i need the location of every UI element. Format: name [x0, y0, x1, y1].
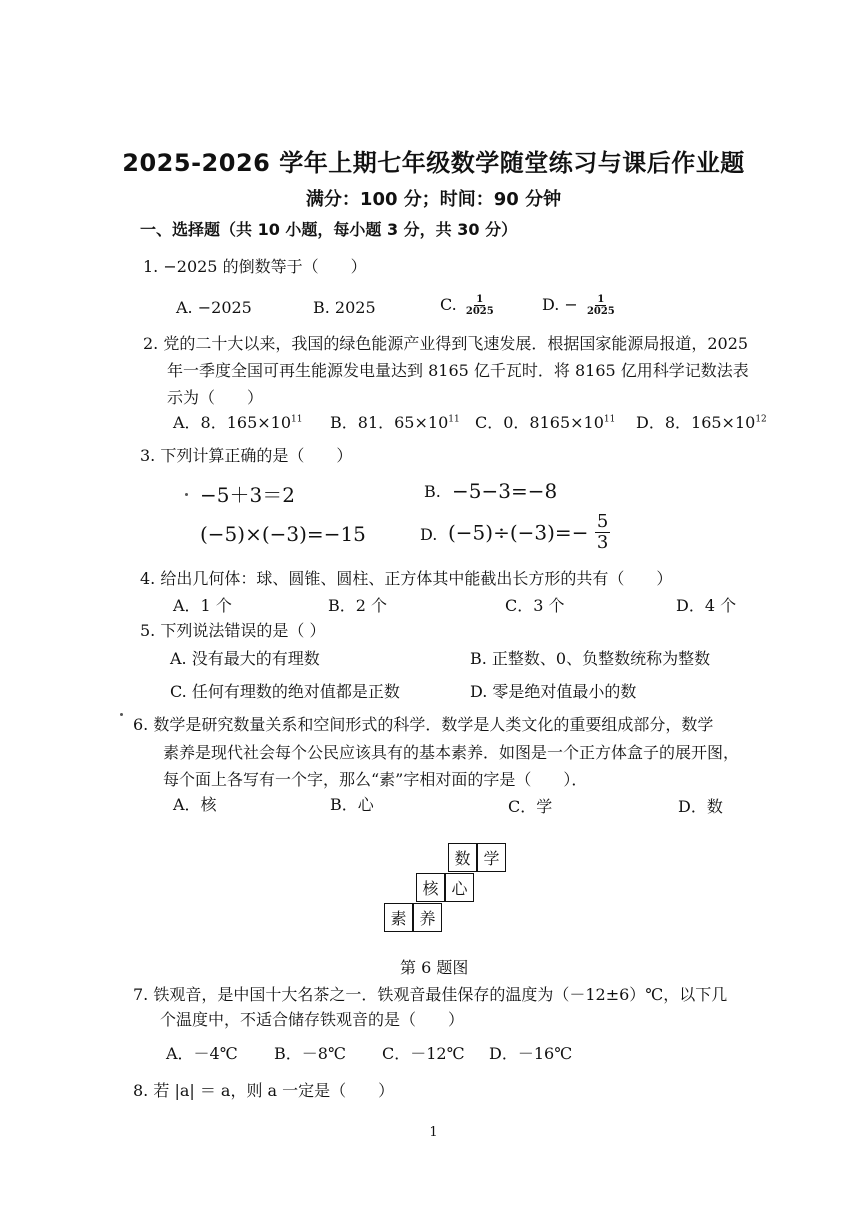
- question-3-option-b-label: B.: [424, 482, 441, 501]
- option-text: D．8．165×10: [636, 413, 756, 432]
- question-2-option-c: [475, 410, 615, 433]
- expression: (−5)÷(−3)=−: [448, 520, 589, 545]
- section-heading: 一、选择题（共 10 小题，每小题 3 分，共 30 分）: [140, 220, 518, 239]
- question-5-option-d: D. 零是绝对值最小的数: [470, 682, 637, 701]
- fraction-numerator: 1: [476, 294, 484, 305]
- question-3-option-d-label: D.: [420, 525, 438, 544]
- fraction-denominator: 2025: [465, 306, 494, 317]
- exponent: 11: [603, 414, 616, 425]
- question-2-option-a: [173, 410, 303, 433]
- question-7-option-b: B．－8℃: [274, 1044, 346, 1063]
- question-5-option-c: C. 任何有理数的绝对值都是正数: [170, 682, 400, 701]
- question-3-option-d: [448, 512, 610, 553]
- scan-speck: [120, 713, 123, 716]
- question-2-line-2: 年一季度全国可再生能源发电量达到 8165 亿千瓦时．将 8165 亿用科学记数法表: [167, 361, 749, 380]
- exponent: 11: [448, 414, 460, 425]
- question-2-line-1: 2. 党的二十大以来，我国的绿色能源产业得到飞速发展．根据国家能源局报道，2025: [143, 334, 749, 353]
- question-1-option-b: B. 2025: [313, 298, 376, 317]
- question-5-option-b: B. 正整数、0、负整数统称为整数: [470, 649, 711, 668]
- question-5-stem: 5. 下列说法错误的是（ ）: [140, 621, 326, 640]
- question-3-option-c: (−5)×(−3)=−15: [200, 522, 366, 546]
- question-7-line-2: 个温度中，不适合储存铁观音的是（ ）: [160, 1010, 465, 1029]
- fraction-denominator: 2025: [586, 306, 615, 317]
- fraction-denominator: 3: [596, 531, 609, 553]
- question-5-option-a: A. 没有最大的有理数: [170, 649, 320, 668]
- question-8-stem: 8. 若 |a| ＝ a，则 a 一定是（ ）: [133, 1081, 395, 1100]
- question-3-option-a: −5＋3＝2: [200, 483, 295, 507]
- question-4-option-b: B．2 个: [328, 596, 388, 615]
- question-7-option-d: D．－16℃: [489, 1044, 573, 1063]
- fraction: [587, 294, 615, 317]
- question-7-option-c: C．－12℃: [382, 1044, 465, 1063]
- question-1-option-a: A. −2025: [176, 298, 252, 317]
- question-3-stem: 3. 下列计算正确的是（ ）: [140, 446, 353, 465]
- exponent: 11: [291, 414, 303, 425]
- question-6-option-b: B．心: [330, 795, 374, 814]
- option-c-label: C.: [440, 295, 457, 314]
- question-4-option-a: A．1 个: [173, 596, 232, 615]
- page-title: 2025-2026 学年上期七年级数学随堂练习与课后作业题: [122, 149, 745, 177]
- net-cell: 数: [448, 843, 477, 872]
- net-cell: 养: [413, 903, 442, 932]
- question-1-stem: 1. −2025 的倒数等于（ ）: [143, 257, 367, 276]
- question-4-option-d: D．4 个: [676, 596, 737, 615]
- question-3-option-b: −5−3=−8: [452, 479, 558, 503]
- question-6-option-d: D．数: [678, 797, 723, 816]
- option-text: C．0．8165×10: [475, 413, 604, 432]
- fraction: [595, 512, 610, 553]
- question-7-option-a: A．－4℃: [166, 1044, 238, 1063]
- question-6-option-a: A．核: [173, 795, 217, 814]
- option-text: A．8．165×10: [173, 413, 292, 432]
- question-2-option-b: [330, 410, 460, 433]
- page-subtitle: 满分：100 分；时间：90 分钟: [305, 189, 562, 210]
- question-6-option-c: C．学: [508, 797, 553, 816]
- question-1-option-d: [542, 294, 615, 317]
- question-4-stem: 4. 给出几何体：球、圆锥、圆柱、正方体其中能截出长方形的共有（ ）: [140, 569, 673, 588]
- question-4-option-c: C．3 个: [505, 596, 565, 615]
- question-2-line-3: 示为（ ）: [167, 388, 264, 407]
- question-2-option-d: [636, 410, 767, 433]
- option-text: B．81．65×10: [330, 413, 449, 432]
- fraction-numerator: 5: [596, 511, 609, 532]
- question-6-line-2: 素养是现代社会每个公民应该具有的基本素养．如图是一个正方体盒子的展开图，: [163, 743, 740, 762]
- page-number: 1: [429, 1125, 438, 1140]
- net-cell: 素: [384, 903, 413, 932]
- question-6-line-1: 6. 数学是研究数量关系和空间形式的科学．数学是人类文化的重要组成部分，数学: [133, 715, 714, 734]
- exponent: 12: [755, 414, 767, 425]
- net-cell: 核: [416, 873, 445, 902]
- net-cell: 学: [477, 843, 506, 872]
- question-7-line-1: 7. 铁观音，是中国十大名茶之一．铁观音最佳保存的温度为（－12±6）℃，以下几: [133, 985, 728, 1004]
- option-d-label: D. −: [542, 295, 578, 314]
- scan-speck: [185, 493, 188, 496]
- question-1-option-c: [440, 294, 494, 317]
- fraction-numerator: 1: [597, 294, 605, 305]
- net-cell: 心: [445, 873, 474, 902]
- fraction: [466, 294, 494, 317]
- question-6-line-3: 每个面上各写有一个字，那么“素”字相对面的字是（ ）．: [163, 770, 588, 789]
- figure-caption: 第 6 题图: [400, 958, 469, 977]
